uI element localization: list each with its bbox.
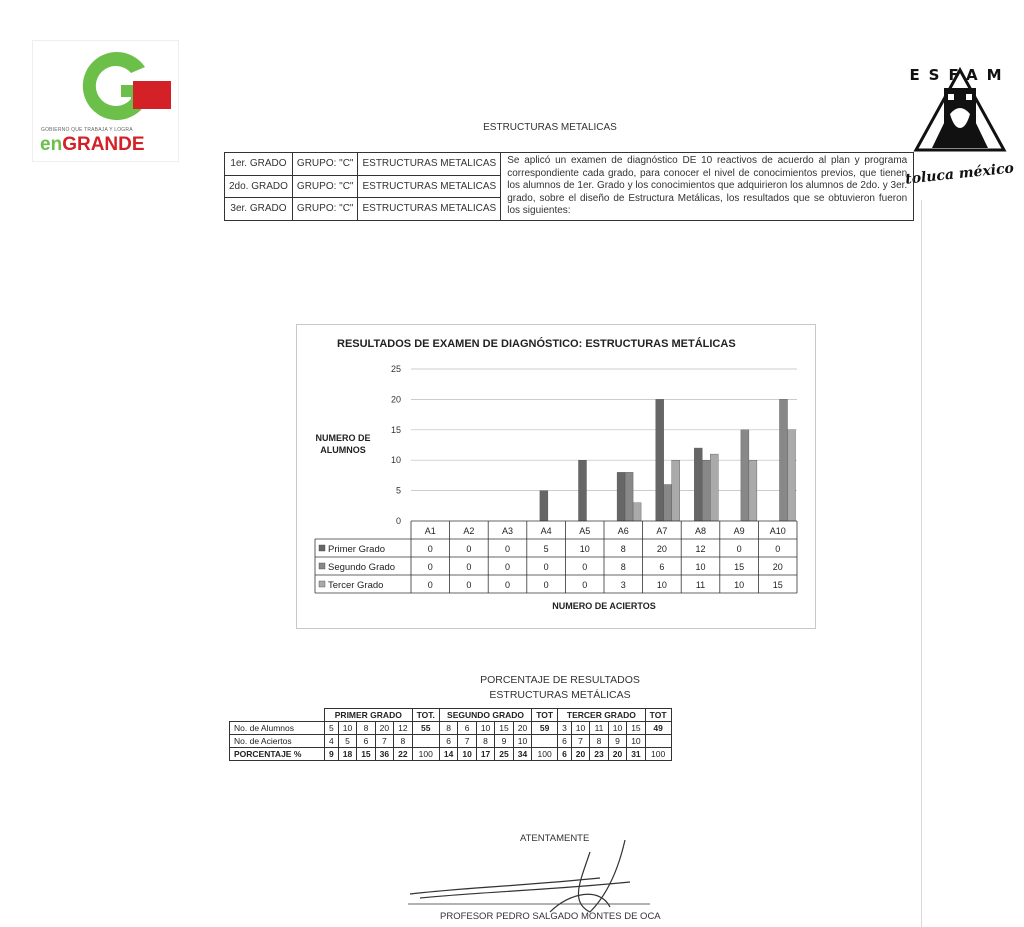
legend-label: Tercer Grado <box>328 580 384 591</box>
data-label: 0 <box>427 544 433 554</box>
bar <box>749 460 757 521</box>
cell: 10 <box>627 735 645 748</box>
cell: 6 <box>558 748 572 761</box>
bar <box>625 472 633 521</box>
data-label: 6 <box>659 562 665 572</box>
cell: 10 <box>458 748 476 761</box>
percent-subtitle: ESTRUCTURAS METÁLICAS <box>489 689 631 701</box>
cell: 8 <box>590 735 608 748</box>
cell: 20 <box>375 722 393 735</box>
g-letter-icon <box>33 41 178 131</box>
table-row <box>230 735 672 748</box>
data-label: 0 <box>582 580 588 590</box>
x-tick-label: A3 <box>501 526 514 536</box>
cell: 22 <box>394 748 412 761</box>
data-label: 0 <box>543 580 549 590</box>
data-label: 0 <box>504 580 511 590</box>
total-cell: 100 <box>645 748 671 761</box>
cell: 6 <box>357 735 375 748</box>
cell: 9 <box>325 748 339 761</box>
table-row <box>230 722 672 735</box>
cell: 7 <box>458 735 476 748</box>
legend-swatch <box>319 563 325 569</box>
chart-title: RESULTADOS DE EXAMEN DE DIAGNÓSTICO: ESTRUCTURAS METÁLICAS <box>337 338 736 350</box>
esfam-top-text: ESFAM <box>909 66 1011 84</box>
data-label: 15 <box>772 580 783 590</box>
header-tot: TOT. <box>412 709 439 722</box>
grade-cell: 2do. GRADO <box>225 175 293 198</box>
row-label: No. de Aciertos <box>230 735 325 748</box>
cell: 34 <box>513 748 531 761</box>
logo-tagline: GOBIERNO QUE TRABAJA Y LOGRA <box>41 127 133 133</box>
total-cell: 100 <box>412 748 439 761</box>
cell: 7 <box>375 735 393 748</box>
bar <box>633 503 641 521</box>
cell: 7 <box>571 735 589 748</box>
y-tick-label: 25 <box>390 364 401 374</box>
grade-cell: 3er. GRADO <box>225 198 293 221</box>
cell: 9 <box>608 735 626 748</box>
data-label: 10 <box>695 562 706 572</box>
header-segundo: SEGUNDO GRADO <box>439 709 531 722</box>
bar <box>779 399 787 521</box>
bar <box>741 430 749 521</box>
cell: 25 <box>495 748 513 761</box>
data-label: 8 <box>620 562 626 572</box>
bar <box>578 460 586 521</box>
subject-cell: ESTRUCTURAS METALICAS <box>358 175 501 198</box>
data-label: 12 <box>695 544 706 554</box>
x-tick-label: A2 <box>463 526 475 536</box>
cell: 8 <box>394 735 412 748</box>
percent-table <box>229 708 672 761</box>
grade-cell: 1er. GRADO <box>225 153 293 176</box>
cell: 10 <box>571 722 589 735</box>
row-label: No. de Alumnos <box>230 722 325 735</box>
subject-cell: ESTRUCTURAS METALICAS <box>358 198 501 221</box>
x-axis-label: NUMERO DE ACIERTOS <box>552 601 656 611</box>
data-label: 0 <box>466 580 472 590</box>
signer-name: PROFESOR PEDRO SALGADO MONTES DE OCA <box>440 911 661 922</box>
x-tick-label: A6 <box>617 526 629 536</box>
data-label: 0 <box>427 580 433 590</box>
cell: 20 <box>513 722 531 735</box>
data-label: 20 <box>772 562 783 572</box>
gobierno-logo <box>32 40 179 162</box>
cell: 10 <box>338 722 356 735</box>
x-tick-label: A8 <box>694 526 707 536</box>
bar <box>540 491 548 521</box>
cell: 20 <box>571 748 589 761</box>
row-label: PORCENTAJE % <box>230 748 325 761</box>
cell: 15 <box>495 722 513 735</box>
y-axis-label: ALUMNOS <box>320 445 366 455</box>
bar <box>710 454 718 521</box>
group-cell: GRUPO: "C" <box>292 175 358 198</box>
data-label: 0 <box>466 562 472 572</box>
bar <box>694 448 702 521</box>
cell: 8 <box>357 722 375 735</box>
logo-wordmark: enGRANDE <box>40 134 145 155</box>
data-label: 0 <box>466 544 472 554</box>
data-label: 0 <box>504 562 511 572</box>
cell: 23 <box>590 748 608 761</box>
chart-canvas <box>297 325 815 628</box>
y-tick-label: 0 <box>395 516 401 526</box>
cell: 20 <box>608 748 626 761</box>
cell: 11 <box>590 722 608 735</box>
data-label: 0 <box>543 562 549 572</box>
cell: 6 <box>439 735 457 748</box>
cell: 9 <box>495 735 513 748</box>
data-label: 11 <box>695 580 706 590</box>
data-label: 10 <box>579 544 590 554</box>
cell: 18 <box>338 748 356 761</box>
total-cell: 49 <box>645 722 671 735</box>
x-tick-label: A9 <box>733 526 745 536</box>
cell: 4 <box>325 735 339 748</box>
bar <box>787 430 795 521</box>
x-tick-label: A4 <box>540 526 552 536</box>
cell: 17 <box>476 748 494 761</box>
legend-label: Segundo Grado <box>328 562 396 573</box>
cell: 15 <box>357 748 375 761</box>
cell: 8 <box>439 722 457 735</box>
data-label: 0 <box>582 562 588 572</box>
y-axis-label: NUMERO DE <box>315 433 371 443</box>
y-tick-label: 10 <box>390 455 401 466</box>
data-label: 10 <box>656 580 667 590</box>
esfam-bottom-text: toluca méxico <box>904 160 1015 188</box>
cell: 5 <box>325 722 339 735</box>
bar <box>702 460 710 521</box>
x-tick-label: A5 <box>579 526 591 536</box>
bar <box>656 399 664 521</box>
x-tick-label: A10 <box>769 526 786 536</box>
empty-cell <box>645 735 671 748</box>
data-label: 0 <box>775 544 781 554</box>
total-cell: 59 <box>532 722 558 735</box>
header-tot: TOT <box>532 709 558 722</box>
cell: 10 <box>476 722 494 735</box>
legend-label: Primer Grado <box>328 544 386 555</box>
header-tot: TOT <box>645 709 671 722</box>
cell: 6 <box>558 735 572 748</box>
header-primer: PRIMER GRADO <box>325 709 413 722</box>
legend-swatch <box>319 581 325 587</box>
cell: 15 <box>627 722 645 735</box>
cell: 12 <box>394 722 412 735</box>
x-tick-label: A1 <box>424 526 436 536</box>
legend-swatch <box>319 545 325 551</box>
data-label: 20 <box>656 544 667 554</box>
cell: 36 <box>375 748 393 761</box>
results-chart <box>296 324 816 629</box>
data-label: 10 <box>734 580 745 590</box>
signature-icon <box>400 832 660 922</box>
description-paragraph: Se aplicó un examen de diagnóstico DE 10 reactivos de acuerdo al plan y programa correspondiente cada grado, para conocer el nivel de conocimientos previos, que tienen los alumnos de 1er. Grado y los conocimientos que adquirieron los alumnos de 2do. y 3er. grado, sobre el diseño de Estructura Metálicas, los resultados que se obtuvieron fueron los siguientes: <box>501 153 914 221</box>
y-tick-label: 5 <box>395 485 401 496</box>
header-tercer: TERCER GRADO <box>558 709 646 722</box>
bar <box>664 485 672 521</box>
cell: 6 <box>458 722 476 735</box>
percent-section-title <box>460 673 660 703</box>
cell: 8 <box>476 735 494 748</box>
grade-info-table <box>224 152 914 221</box>
y-tick-label: 15 <box>390 424 401 435</box>
bar <box>617 472 625 521</box>
data-label: 0 <box>504 544 511 554</box>
data-label: 15 <box>734 562 745 572</box>
document-title: ESTRUCTURAS METALICAS <box>483 122 617 133</box>
data-label: 5 <box>543 544 549 554</box>
empty-cell <box>412 735 439 748</box>
percent-title: PORCENTAJE DE RESULTADOS <box>480 674 640 686</box>
subject-cell: ESTRUCTURAS METALICAS <box>358 153 501 176</box>
closing-atentamente: ATENTAMENTE <box>520 833 590 844</box>
data-label: 0 <box>736 544 742 554</box>
total-cell: 55 <box>412 722 439 735</box>
cell: 10 <box>513 735 531 748</box>
cell: 5 <box>338 735 356 748</box>
table-row <box>230 748 672 761</box>
total-cell: 100 <box>532 748 558 761</box>
cell: 31 <box>627 748 645 761</box>
empty-cell <box>532 735 558 748</box>
cell: 14 <box>439 748 457 761</box>
cell: 10 <box>608 722 626 735</box>
data-label: 8 <box>620 544 626 554</box>
cell: 3 <box>558 722 572 735</box>
bar <box>672 460 680 521</box>
page-divider <box>921 200 922 927</box>
data-label: 0 <box>427 562 433 572</box>
group-cell: GRUPO: "C" <box>292 198 358 221</box>
corner-cell <box>230 709 325 722</box>
data-label: 3 <box>620 580 626 590</box>
group-cell: GRUPO: "C" <box>292 153 358 176</box>
y-tick-label: 20 <box>390 394 401 405</box>
x-tick-label: A7 <box>656 526 668 536</box>
